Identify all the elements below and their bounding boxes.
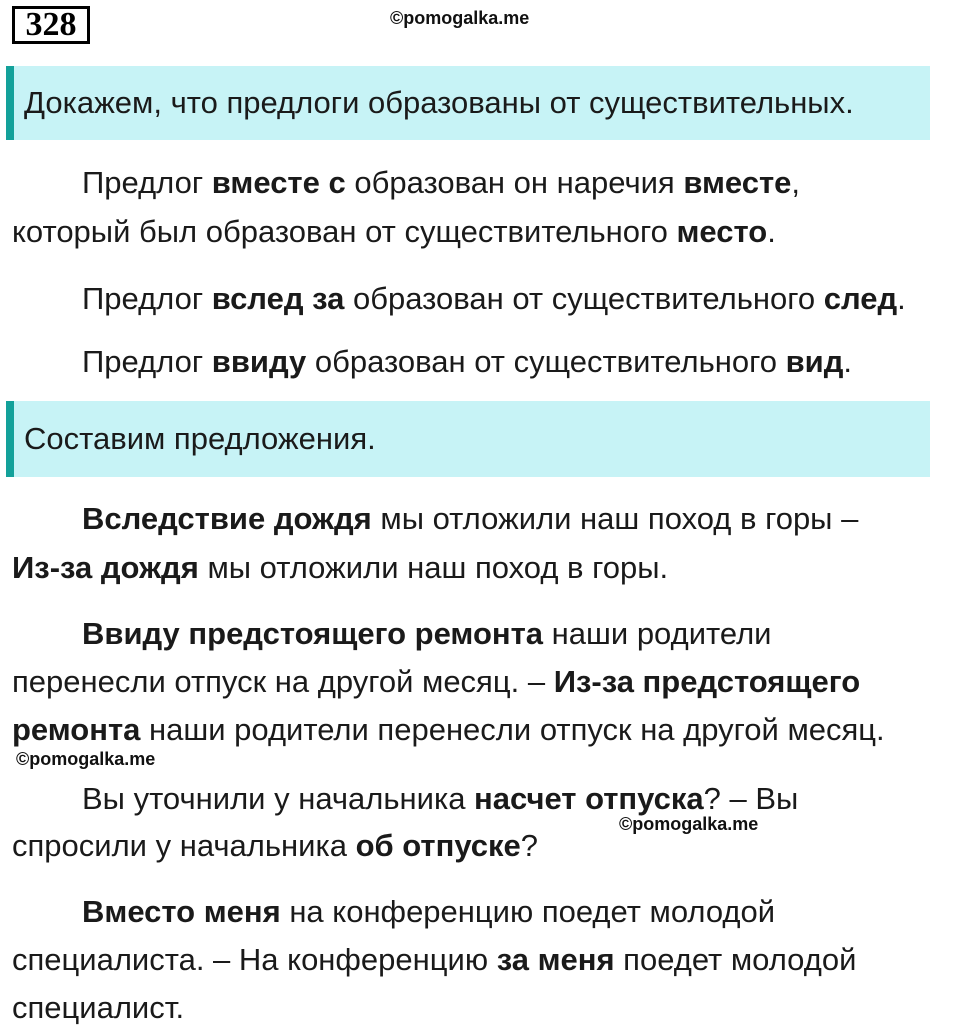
text: ? xyxy=(520,828,539,863)
text: поедет молодой xyxy=(614,942,857,977)
sentence4-line2 xyxy=(12,940,856,980)
text: мы отложили наш поход в горы. xyxy=(198,550,669,585)
paragraph-vvidu xyxy=(82,342,852,382)
sentence2-line1 xyxy=(82,614,772,654)
paragraph-vmeste-line2 xyxy=(12,212,776,252)
bold-term: Из-за предстоящего xyxy=(553,664,861,699)
sentence3-line2 xyxy=(12,826,538,866)
bold-term: вид xyxy=(785,344,844,379)
text: специалист. xyxy=(12,990,185,1025)
paragraph-vsled xyxy=(82,279,906,319)
bold-term: ремонта xyxy=(12,712,141,747)
bold-term: Вследствие дождя xyxy=(82,501,372,536)
section-heading-proof-text: Докажем, что предлоги образованы от существительных. xyxy=(24,85,854,120)
text: наши родители перенесли отпуск на другой месяц. xyxy=(140,712,885,747)
paragraph-vmeste-line1 xyxy=(82,163,800,203)
bold-term: за меня xyxy=(496,942,615,977)
sentence1-line2 xyxy=(12,548,668,588)
bold-term: Из-за дождя xyxy=(12,550,199,585)
text: Предлог xyxy=(82,281,212,316)
text: перенесли отпуск на другой месяц. – xyxy=(12,664,554,699)
text: специалиста. – На конференцию xyxy=(12,942,497,977)
bold-term: вслед за xyxy=(211,281,345,316)
bold-term: вместе xyxy=(683,165,792,200)
text: . xyxy=(897,281,906,316)
text: на конференцию поедет молодой xyxy=(280,894,776,929)
text: . xyxy=(843,344,853,379)
bold-term: об отпуске xyxy=(355,828,521,863)
text: образован от существительного xyxy=(344,281,824,316)
watermark-middle-right: ©pomogalka.me xyxy=(619,814,759,834)
bold-term: вместе с xyxy=(211,165,346,200)
text: мы отложили наш поход в горы – xyxy=(371,501,859,536)
text: . xyxy=(767,214,776,249)
sentence3-line1 xyxy=(82,779,798,819)
text: образован он наречия xyxy=(345,165,684,200)
watermark-middle-left: ©pomogalka.me xyxy=(16,749,156,769)
bold-term: след xyxy=(823,281,898,316)
text: наши родители xyxy=(543,616,772,651)
text: ? – Вы xyxy=(703,781,799,816)
section-heading-sentences xyxy=(6,401,930,477)
sentence4-line3 xyxy=(12,988,184,1028)
bold-term: место xyxy=(676,214,768,249)
text: который был образован от существительного xyxy=(12,214,677,249)
sentence4-line1 xyxy=(82,892,775,932)
bold-term: Вместо меня xyxy=(82,894,281,929)
bold-term: насчет отпуска xyxy=(474,781,704,816)
sentence1-line1 xyxy=(82,499,858,539)
task-number: 328 xyxy=(12,6,90,44)
text: , xyxy=(791,165,801,200)
text: Вы уточнили у начальника xyxy=(82,781,475,816)
text: спросили у начальника xyxy=(12,828,356,863)
bold-term: Ввиду предстоящего ремонта xyxy=(82,616,544,651)
section-heading-sentences-text: Составим предложения. xyxy=(24,421,376,456)
sentence2-line2 xyxy=(12,662,860,702)
text: образован от существительного xyxy=(306,344,786,379)
bold-term: ввиду xyxy=(211,344,307,379)
watermark-top: ©pomogalka.me xyxy=(390,8,530,28)
text: Предлог xyxy=(82,344,212,379)
section-heading-proof xyxy=(6,66,930,140)
text: Предлог xyxy=(82,165,212,200)
sentence2-line3 xyxy=(12,710,885,750)
